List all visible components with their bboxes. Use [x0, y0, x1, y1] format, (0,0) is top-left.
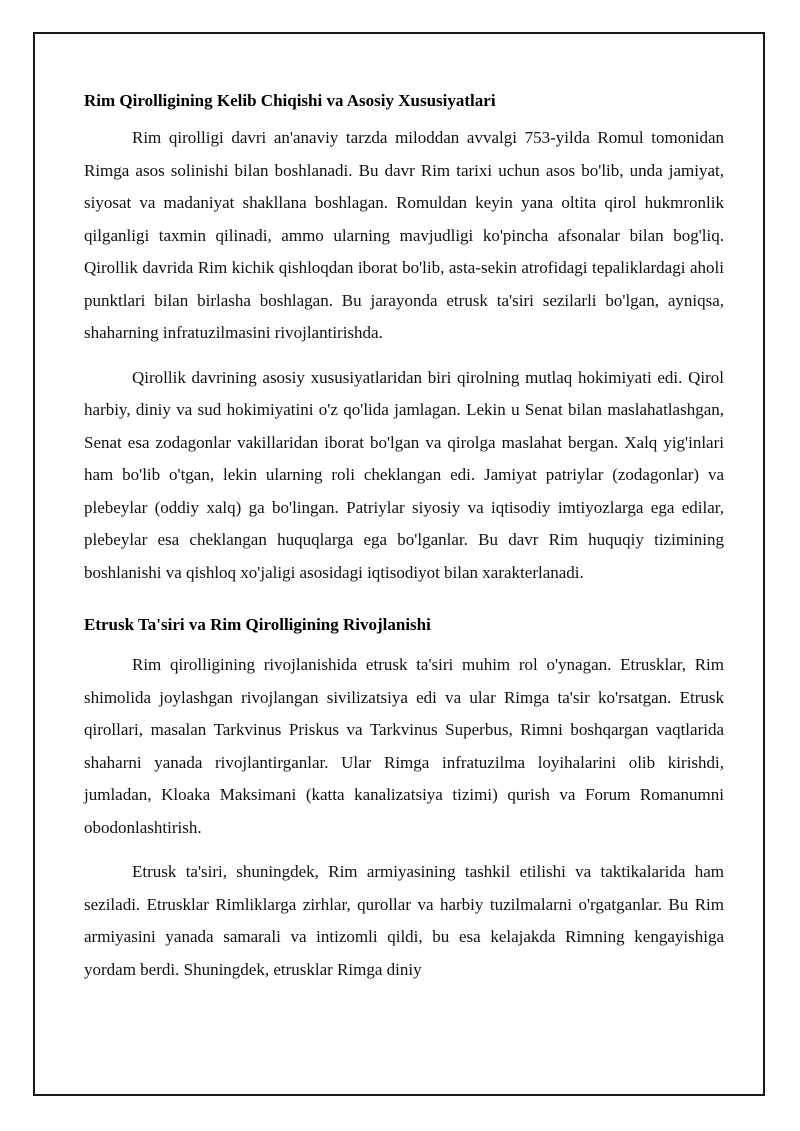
paragraph-king-authority: Qirollik davrining asosiy xususiyatlaridan biri qirolning mutlaq hokimiyati edi. Qirol harbiy, diniy va sud hokimiyatini o'z qo'lida jamlagan. Lekin u Senat bilan maslahatlashgan, Senat esa zodagonlar vakillaridan iborat bo'lgan va qirolga maslahat bergan. Xalq yig'inlari ham bo'lib o'tgan, lekin ularning roli cheklangan edi. Jamiyat patriylar (zodagonlar) va plebeylar (oddiy xalq) ga bo'lingan. Patriylar siyosiy va iqtisodiy imtiyozlarga ega edilar, plebeylar esa cheklangan huquqlarga ega bo'lganlar. Bu davr Rim huquqiy tizimining boshlanishi va qishloq xo'jaligi asosidagi iqtisodiyot bilan xarakterlanadi. — [84, 367, 724, 582]
paragraph-etruscan-army: Etrusk ta'siri, shuningdek, Rim armiyasining tashkil etilishi va taktikalarida ham seziladi. Etrusklar Rimliklarga zirhlar, qurollar va harbiy tuzilmalarni o'rgatganlar. Bu Rim armiyasini yanada samarali va intizomli qildi, bu esa kelajakda Rimning kengayishiga yordam berdi. Shuningdek, etrusklar Rimga diniy — [84, 862, 724, 979]
section-heading-origins: Rim Qirolligining Kelib Chiqishi va Asosiy Xususiyatlari — [84, 91, 496, 110]
page-frame — [33, 32, 765, 1096]
paragraph-etruscan-influence: Rim qirolligining rivojlanishida etrusk ta'siri muhim rol o'ynagan. Etrusklar, Rim shimolida joylashgan rivojlangan sivilizatsiya edi va ular Rimga ta'sir ko'rsatgan. Etrusk qirollari, masalan Tarkvinus Priskus va Tarkvinus Superbus, Rimni boshqargan vaqtlarida shaharni yanada rivojlantirganlar. Ular Rimga infratuzilma loyihalarini olib kirishdi, jumladan, Kloaka Maksimani (katta kanalizatsiya tizimi) qurish va Forum Romanumni obodonlashtirish. — [84, 655, 724, 837]
paragraph-origins-intro: Rim qirolligi davri an'anaviy tarzda miloddan avvalgi 753-yilda Romul tomonidan Rimga asos solinishi bilan boshlanadi. Bu davr Rim tarixi uchun asos bo'lib, unda jamiyat, siyosat va madaniyat shakllana boshlagan. Romuldan keyin yana oltita qirol hukmronlik qilganligi taxmin qilinadi, ammo ularning mavjudligi ko'pincha afsonalar bilan bog'liq. Qirollik davrida Rim kichik qishloqdan iborat bo'lib, asta-sekin atrofidagi tepaliklardagi aholi punktlari bilan birlasha boshlagan. Bu jarayonda etrusk ta'siri sezilarli bo'lgan, ayniqsa, shaharning infratuzilmasini rivojlantirishda. — [84, 128, 724, 342]
document-body — [84, 86, 724, 986]
section-heading-etruscan: Etrusk Ta'siri va Rim Qirolligining Rivojlanishi — [84, 615, 431, 634]
